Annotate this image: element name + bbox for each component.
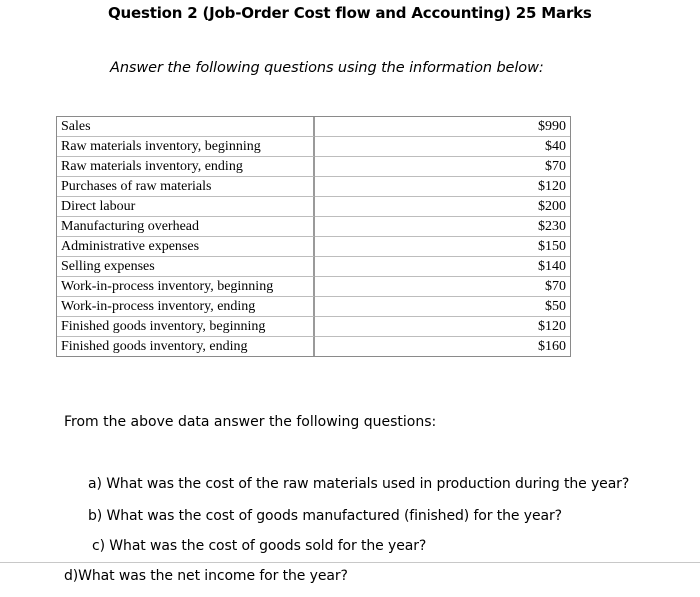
row-label: Administrative expenses — [57, 237, 315, 257]
table-row — [57, 117, 570, 137]
questions-prompt: From the above data answer the following questions: — [64, 414, 437, 430]
table-row — [57, 297, 570, 317]
divider-line — [0, 562, 700, 563]
row-label: Finished goods inventory, beginning — [57, 317, 315, 337]
question-d: d)What was the net income for the year? — [64, 568, 348, 584]
table-row — [57, 197, 570, 217]
table-row — [57, 237, 570, 257]
row-label: Work-in-process inventory, beginning — [57, 277, 315, 297]
row-label: Direct labour — [57, 197, 315, 217]
table-row — [57, 137, 570, 157]
row-value: $40 — [315, 137, 570, 157]
table-row — [57, 337, 570, 356]
row-value: $150 — [315, 237, 570, 257]
row-label: Sales — [57, 117, 315, 137]
row-value: $160 — [538, 338, 566, 354]
table-row — [57, 317, 570, 337]
row-label: Manufacturing overhead — [57, 217, 315, 237]
table-row — [57, 257, 570, 277]
table-row — [57, 277, 570, 297]
row-label: Work-in-process inventory, ending — [57, 297, 315, 317]
question-a: a) What was the cost of the raw materials used in production during the year? — [88, 476, 630, 492]
row-label: Raw materials inventory, beginning — [57, 137, 315, 157]
row-label: Purchases of raw materials — [57, 177, 315, 197]
row-value: $990 — [315, 117, 570, 137]
row-value: $200 — [315, 197, 570, 217]
question-b: b) What was the cost of goods manufactured (finished) for the year? — [88, 508, 562, 524]
row-value: $140 — [315, 257, 570, 277]
cost-data-table — [56, 116, 571, 357]
question-c: c) What was the cost of goods sold for the year? — [92, 538, 427, 554]
table-row — [57, 217, 570, 237]
row-label: Selling expenses — [57, 257, 315, 277]
row-value: $70 — [315, 157, 570, 177]
row-label: Finished goods inventory, ending — [57, 337, 315, 356]
row-value: $50 — [315, 297, 570, 317]
row-value: $230 — [315, 217, 570, 237]
table-row — [57, 177, 570, 197]
row-value: $120 — [315, 177, 570, 197]
instruction-text: Answer the following questions using the information below: — [110, 60, 544, 76]
table-row — [57, 157, 570, 177]
row-value: $120 — [315, 317, 570, 337]
row-label: Raw materials inventory, ending — [57, 157, 315, 177]
row-value: $70 — [315, 277, 570, 297]
question-title: Question 2 (Job-Order Cost flow and Accounting) 25 Marks — [108, 4, 592, 22]
